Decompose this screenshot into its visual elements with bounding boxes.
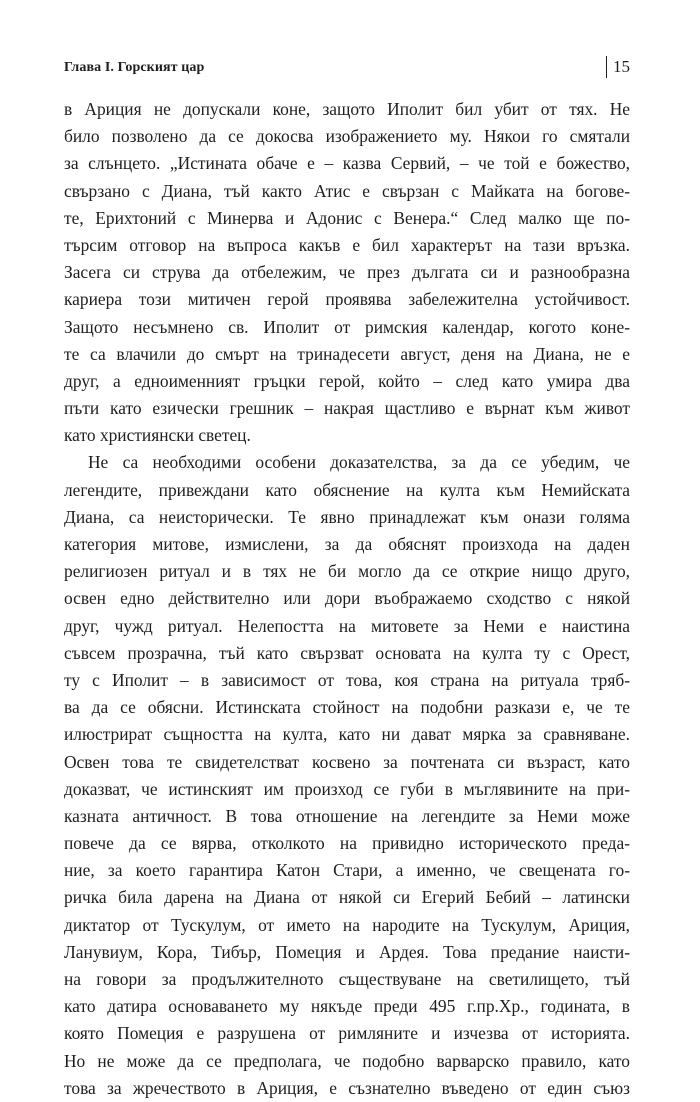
text-line: те, Ерихтоний с Минерва и Адонис с Венера.“ След малко ще по-	[64, 207, 630, 228]
text-line: Не са необходими особени доказателства, за да се убедим, че	[88, 452, 630, 473]
body-text	[64, 96, 630, 1102]
text-line: като датира основаването му някъде преди 495 г.пр.Хр., годината, в	[64, 996, 630, 1017]
text-line: това за жречеството в Ариция, е съзнателно въведено от един съюз	[64, 1077, 630, 1098]
text-line: религиозен ритуал и в тях не би могло да се открие нищо друго,	[64, 561, 630, 582]
text-line: свързано с Диана, тъй както Атис е свързан с Майката на богове-	[64, 180, 630, 201]
text-line: в Ариция не допускали коне, защото Иполит бил убит от тях. Не	[64, 99, 630, 119]
text-line: друг, а едноименният гръцки герой, който – след като умира два	[64, 370, 630, 391]
text-line: илюстрират същността на култа, като ни дават мярка за сравняване.	[64, 724, 630, 745]
text-line: Засега си струва да отбележим, че през дългата си и разнообразна	[64, 262, 630, 283]
text-line: ва да се обясни. Истинската стойност на подобни разкази е, че те	[64, 697, 630, 718]
text-line: освен едно действително или дори въображаемо сходство с някой	[64, 588, 630, 609]
text-line: друг, чужд ритуал. Нелепостта на митовете за Неми е наистина	[64, 615, 630, 636]
text-line: пъти като езически грешник – накрая щастливо е върнат към живот	[64, 398, 630, 419]
text-line: Ланувиум, Кора, Тибър, Помеция и Ардея. Това предание наисти-	[64, 941, 630, 962]
chapter-title: Глава І. Горският цар	[64, 60, 205, 75]
text-line: търсим отговор на въпроса какъв е бил характерът на тази връзка.	[64, 234, 630, 255]
text-line: ние, за което гарантира Катон Стари, а именно, че свещената го-	[64, 860, 630, 881]
text-line: повече да се вярва, отколкото на привидно историческото преда-	[64, 833, 630, 854]
text-line: доказват, че истинският им произход се губи в мъглявините на при-	[64, 778, 630, 799]
text-line: легендите, привеждани като обяснение на култа към Немийската	[64, 479, 630, 500]
text-line: било позволено да се докосва изображението му. Някои го смятали	[64, 126, 630, 147]
page-number-divider	[606, 56, 607, 78]
page-number: 15	[613, 57, 630, 76]
text-line: като християнски светец.	[64, 425, 251, 446]
text-line: казната античност. В това отношение на легендите за Неми може	[64, 805, 630, 826]
text-line: Защото несъмнено св. Иполит от римския календар, когото коне-	[64, 316, 630, 337]
text-line: кариера този митичен герой проявява забележителна устойчивост.	[64, 289, 630, 310]
text-line: съвсем прозрачна, тъй като свързват основата на култа ту с Орест,	[64, 642, 630, 663]
text-line: диктатор от Тускулум, от името на народите на Тускулум, Ариция,	[64, 914, 630, 935]
text-line: категория митове, измислени, за да обяснят произхода на даден	[64, 534, 630, 554]
text-line: която Помеция е разрушена от римляните и изчезва от историята.	[64, 1023, 630, 1044]
running-head	[64, 56, 630, 84]
text-line: за слънцето. „Истината обаче е – казва Сервий, – че той е божество,	[64, 153, 630, 174]
text-line: Диана, са неисторически. Те явно принадлежат към онази голяма	[64, 506, 630, 527]
text-line: на говори за продължителното съществуване на светилището, тъй	[64, 969, 630, 989]
page-number-block	[606, 56, 630, 78]
text-line: ту с Иполит – в зависимост от това, коя страна на ритуала тряб-	[64, 669, 630, 690]
text-line: Но не може да се предполага, че подобно варварско правило, като	[64, 1050, 630, 1071]
text-line: Освен това те свидетелстват косвено за почтената си възраст, като	[64, 751, 630, 772]
text-line: ричка била дарена на Диана от някой си Егерий Бебий – латински	[64, 887, 630, 908]
text-line: те са влачили до смърт на тринадесети август, деня на Диана, не е	[64, 343, 630, 364]
